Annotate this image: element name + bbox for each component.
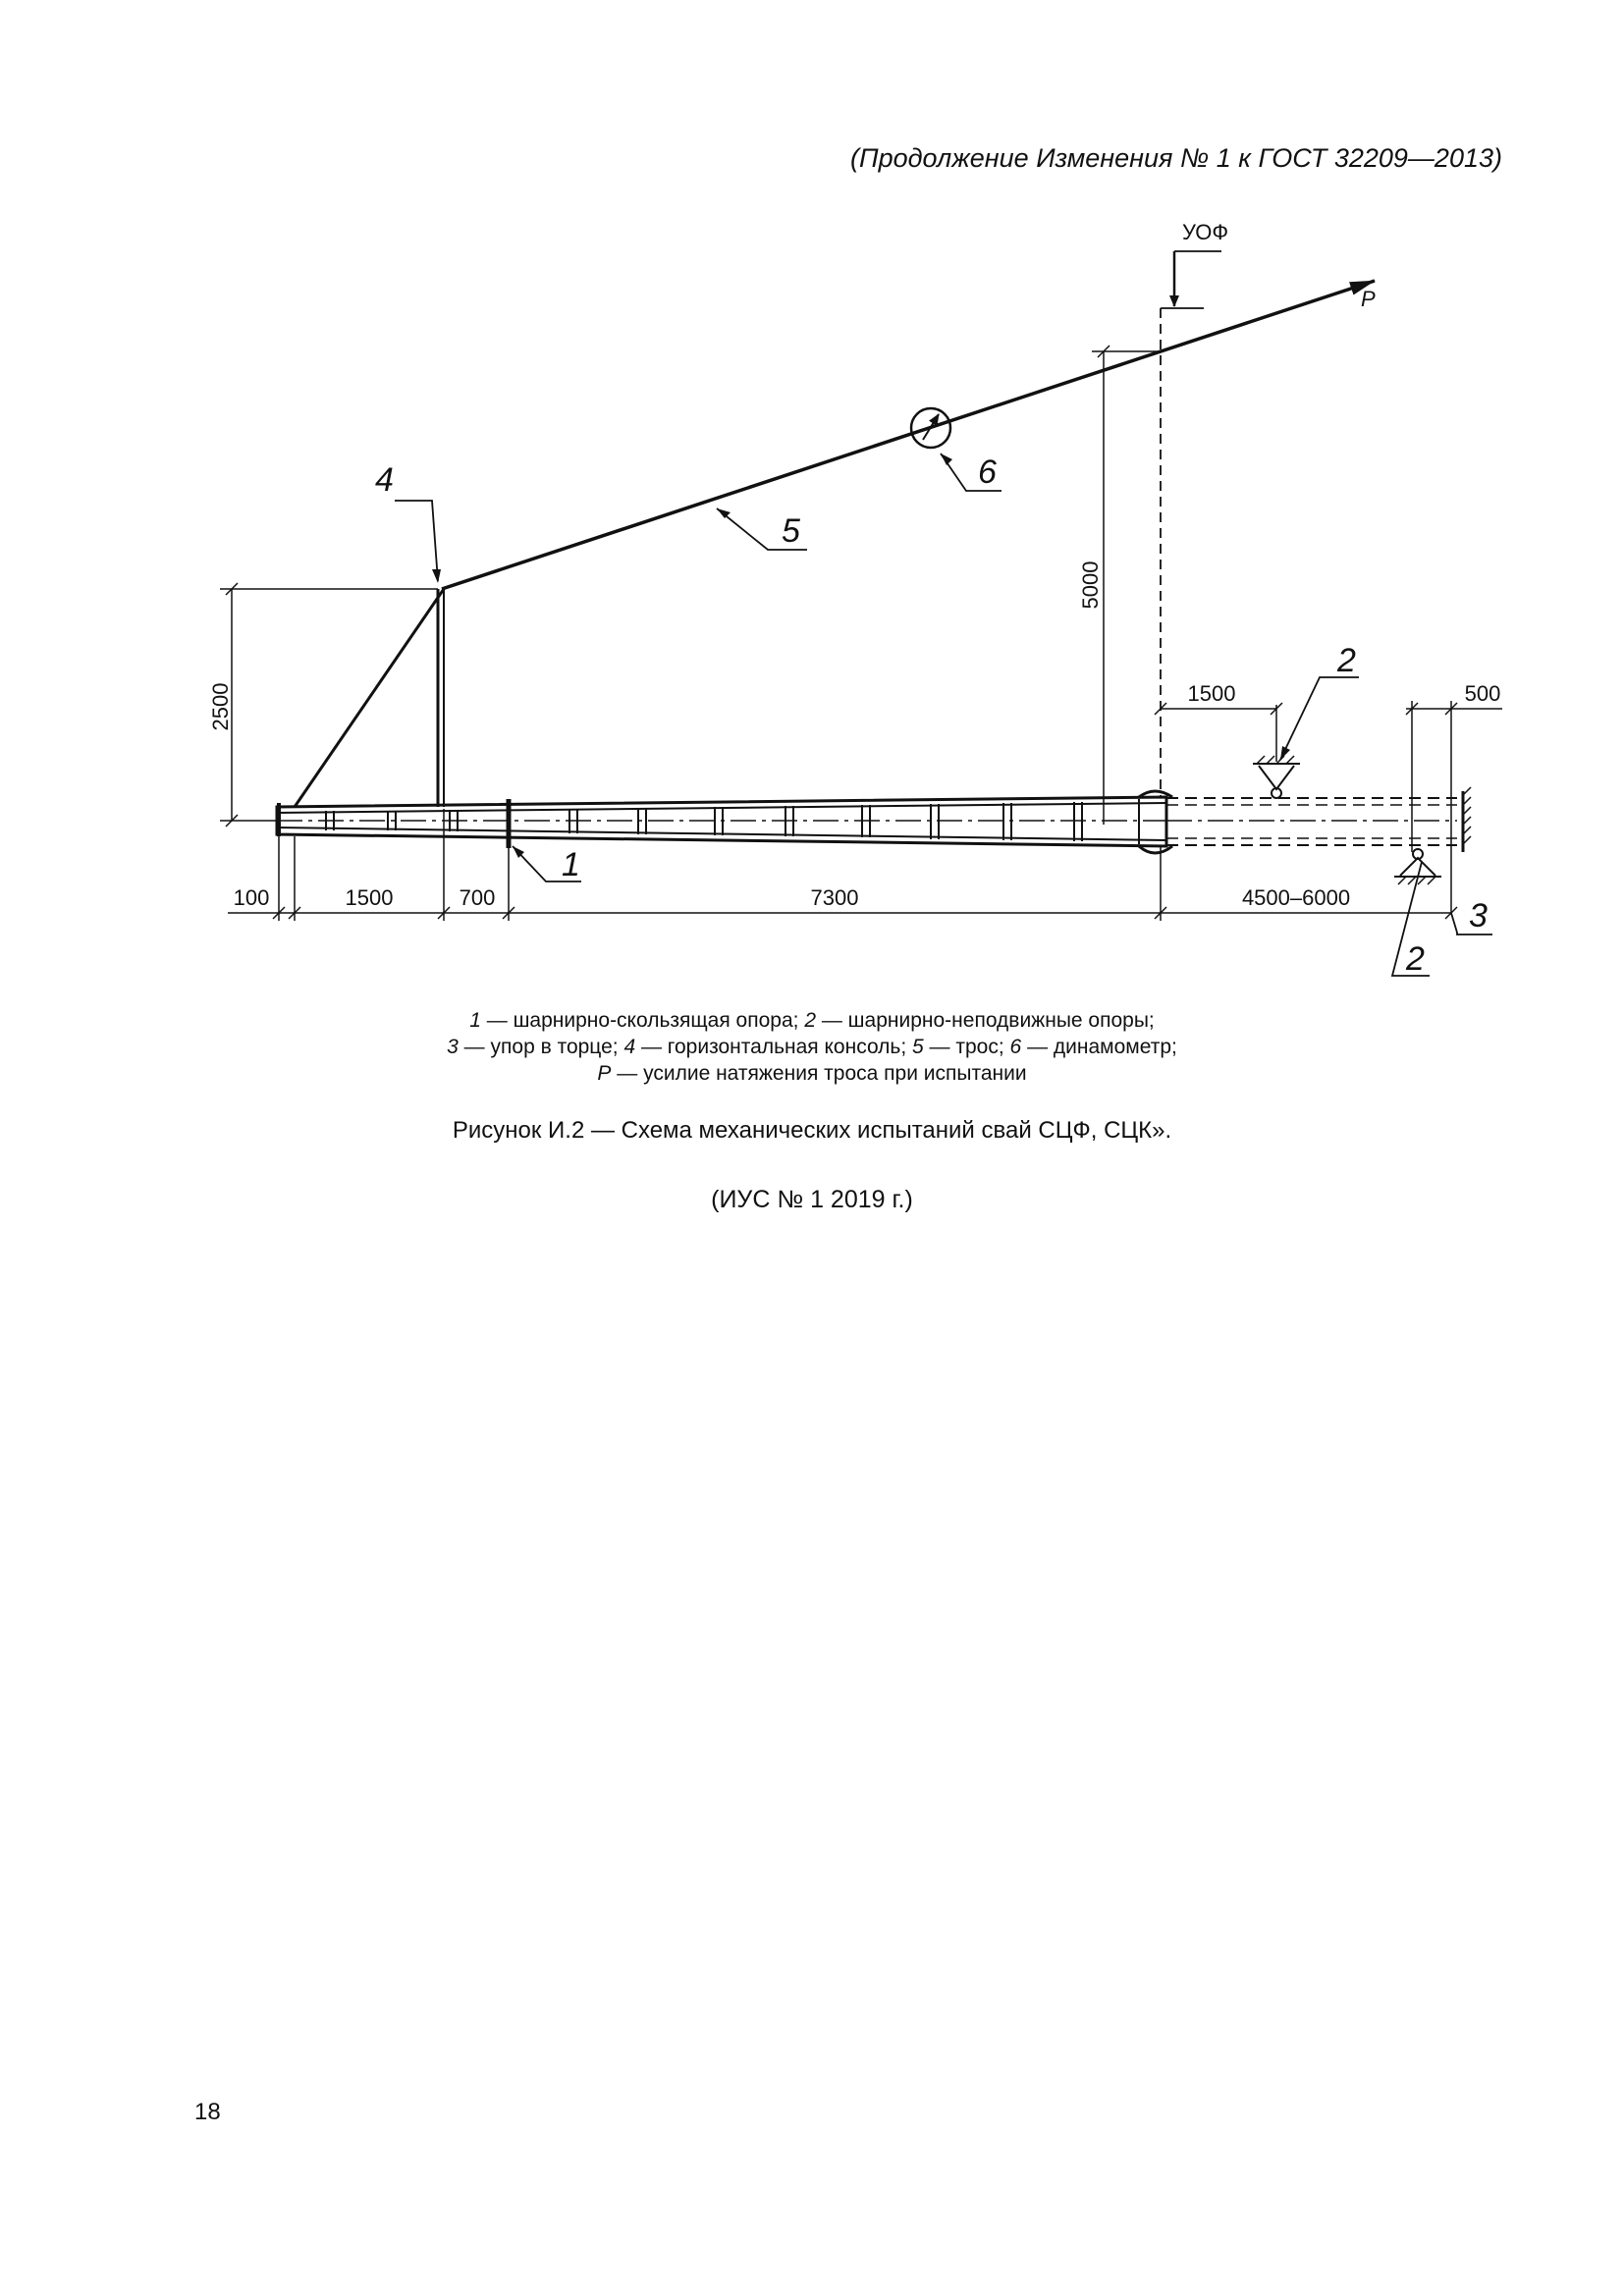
ius-note: (ИУС № 1 2019 г.) (711, 1186, 913, 1213)
dim-5000-label: 5000 (1078, 561, 1103, 610)
dim-500-label: 500 (1464, 681, 1501, 706)
legend-text: — упор в торце; (458, 1036, 624, 1058)
dim-4500-6000-label: 4500–6000 (1241, 885, 1351, 910)
callout-1: 1 (562, 846, 580, 883)
cable (442, 281, 1375, 589)
callout-5: 5 (782, 512, 800, 550)
legend-num: 3 (447, 1036, 459, 1058)
pile-embedded-part (1166, 798, 1457, 845)
callout-4: 4 (375, 461, 394, 499)
page-header: (Продолжение Изменения № 1 к ГОСТ 32209—2013) (850, 143, 1502, 173)
end-stop (1463, 787, 1471, 852)
legend-text: — горизонтальная консоль; (635, 1036, 913, 1058)
legend-text: — трос; (923, 1036, 1010, 1058)
legend-text: — усилие натяжения троса при испытании (611, 1062, 1027, 1085)
force-label: P (1361, 287, 1376, 311)
dim-700-label: 700 (459, 885, 496, 910)
horizontal-console (295, 589, 444, 807)
uof-label: УОФ (1182, 220, 1229, 244)
legend-num: 6 (1009, 1036, 1022, 1058)
dim-1500-top-label: 1500 (1187, 681, 1236, 706)
legend-line-1 (0, 1007, 1624, 1034)
test-scheme-drawing (0, 0, 1624, 982)
callout-3: 3 (1469, 897, 1488, 934)
legend-num: 1 (469, 1009, 481, 1032)
pile (277, 791, 1457, 853)
figure-caption: Рисунок И.2 — Схема механических испытаний свай СЦФ, СЦК». (452, 1117, 1172, 1144)
dim-2500 (220, 583, 438, 827)
page-number: 18 (194, 2099, 221, 2125)
dim-100-label: 100 (233, 885, 270, 910)
legend-text: — динамометр; (1021, 1036, 1177, 1058)
legend-text: — шарнирно-неподвижные опоры; (816, 1009, 1155, 1032)
legend-num: 5 (912, 1036, 924, 1058)
legend-line-3 (0, 1060, 1624, 1087)
legend-num: 4 (623, 1036, 636, 1058)
callout-2-top: 2 (1337, 642, 1356, 679)
dim-1500-label: 1500 (345, 885, 394, 910)
legend-num: P (597, 1062, 612, 1085)
legend-text: — шарнирно-скользящая опора; (480, 1009, 805, 1032)
callout-6: 6 (978, 454, 997, 491)
fixed-support-top (1253, 756, 1300, 798)
dim-2500-label: 2500 (208, 682, 233, 731)
legend-num: 2 (804, 1009, 817, 1032)
legend-line-2 (0, 1034, 1624, 1060)
figure-legend (0, 1007, 1624, 1087)
dim-7300-label: 7300 (810, 885, 859, 910)
dim-1500-top (1155, 703, 1282, 762)
dynamometer (911, 408, 950, 448)
callout-2-bottom: 2 (1406, 940, 1425, 978)
